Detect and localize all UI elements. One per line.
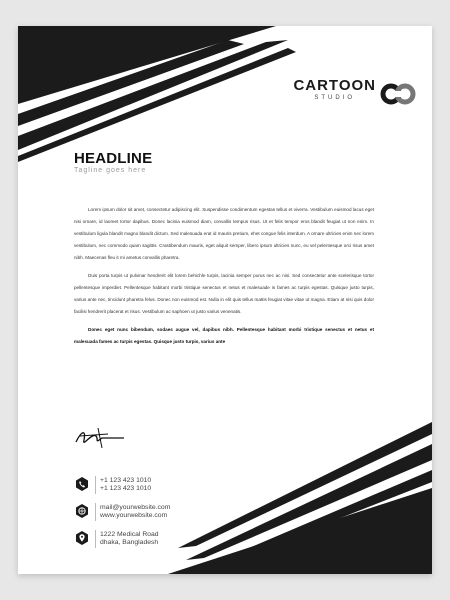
contact-line: +1 123 423 1010 bbox=[100, 485, 152, 492]
body-paragraph: Duis porta turpis ut pulvinar hendrerit elit lorem behichle turpis, lacinia semper purus nec ac nisi. Sed consectetur ante scelerisque tortor pellentesque imperdiet. Pellentesque habitant morbi tristique senectus et netus et malesuade is fames ac turpis egestas. Quisque justo turpis, varius ante nec, tincidunt pharetra felus. Donec non euismod est. Nulla in elit quis tellus mattis feugiat vitae vitae ut magna. Etiam at nisi quis dolor facilisi hendrerit placerat et risus. Vestibulum ac saphoen ut justo varius venenatis. bbox=[74, 273, 374, 314]
contact-address bbox=[75, 528, 255, 555]
contact-line: mail@yourwebsite.com bbox=[100, 504, 171, 511]
contact-line: dhaka, Bangladesh bbox=[100, 539, 159, 546]
logo-name: CARTOON bbox=[293, 77, 376, 94]
body-paragraph: Lorem ipsum dolor sit amet, consectetur adipiscing elit. Suspendisse condimentum egestas tellus et viverra. Vestibulum euismod lacus eget nisi ornare, id laoreet tortor dapibus. Donec lacinia euismod diam, convallis tempus risus. Ut et felis tempor eros blandit feugiat ut non enim. In vestibulum ligula blandit magno blandit dictum. Sed malesuada erat id mauris pretium, ehet congue felis interdum. A ornare ultricies enim nec lorem vestibulum, nec commodo quam sagittis. Crastibendum mauris, eget aliquit semper, libero ipsum ultricies nunc, eu vel pelentesque orci risus amet nibh. Maecenas fleu it mi ametus convallis pharetra. bbox=[74, 207, 374, 260]
contact-line: +1 123 423 1010 bbox=[100, 477, 152, 484]
contact-line: www.yourwebsite.com bbox=[100, 512, 168, 519]
contact-divider bbox=[95, 530, 96, 548]
contact-divider bbox=[95, 476, 96, 494]
contact-section bbox=[75, 474, 255, 555]
headline: HEADLINE bbox=[74, 150, 153, 167]
signature bbox=[72, 426, 128, 450]
location-icon bbox=[75, 531, 89, 545]
contact-line: 1222 Medical Road bbox=[100, 531, 159, 538]
logo-subtitle: STUDIO bbox=[314, 95, 356, 101]
letter-body bbox=[74, 204, 374, 354]
closing-paragraph: Donec eget nunc bibendum, sodaes augue vel, dapibus nibh. Pellentesque habitant morbi tristique senectus et netus et malesuada fames ac turpis egestas. Quisque justo turpis, varius ante bbox=[74, 327, 374, 344]
globe-icon bbox=[75, 504, 89, 518]
contact-divider bbox=[95, 503, 96, 521]
contact-web bbox=[75, 501, 255, 528]
letterhead-page bbox=[18, 26, 432, 574]
contact-phone bbox=[75, 474, 255, 501]
company-logo bbox=[293, 78, 376, 102]
logo-mark-icon bbox=[380, 81, 416, 107]
tagline: Tagline goes here bbox=[74, 167, 147, 174]
phone-icon bbox=[75, 477, 89, 491]
